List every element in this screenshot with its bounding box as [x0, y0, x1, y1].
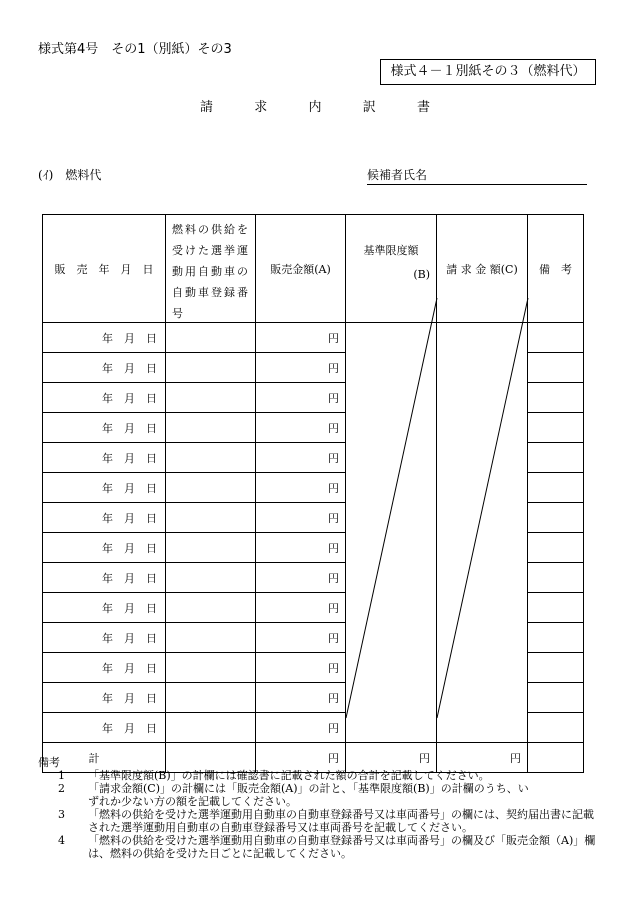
date-placeholder: 年 月 日: [102, 421, 157, 435]
note-text: 「燃料の供給を受けた選挙運動用自動車の自動車登録番号又は車両番号」の欄及び「販売金額（A)」欄は、燃料の供給を受けた日ごとに記載してください。: [88, 834, 596, 860]
date-placeholder: 年 月 日: [102, 511, 157, 525]
yen-unit: 円: [328, 361, 339, 375]
yen-unit: 円: [328, 481, 339, 495]
limit-amount-line2: (B): [413, 268, 430, 281]
date-placeholder: 年 月 日: [102, 541, 157, 555]
yen-unit: 円: [328, 451, 339, 465]
title-char: 求: [254, 100, 268, 115]
yen-unit: 円: [328, 571, 339, 585]
form-number: 様式第4号 その1（別紙）その3: [38, 42, 232, 57]
title-char: 請: [200, 100, 214, 115]
date-placeholder: 年 月 日: [102, 571, 157, 585]
header-claim-amount: 請 求 金 額(C): [437, 215, 528, 323]
note-number: 4: [58, 834, 65, 847]
yen-unit: 円: [419, 751, 430, 765]
claim-diagonal: [437, 298, 528, 718]
notes-heading: 備考: [38, 756, 60, 769]
yen-unit: 円: [328, 661, 339, 675]
yen-unit: 円: [328, 631, 339, 645]
date-placeholder: 年 月 日: [102, 691, 157, 705]
limit-amount-line1: 基準限度額: [363, 244, 419, 257]
note-text: 「基準限度額(B)」の計欄には確認書に記載された額の合計を記載してください。: [88, 769, 490, 782]
note-item: [38, 769, 598, 782]
note-number: 2: [58, 782, 65, 795]
yen-unit: 円: [328, 391, 339, 405]
yen-unit: 円: [328, 541, 339, 555]
form-type-box: 様式４－１別紙その３（燃料代）: [380, 59, 596, 85]
date-placeholder: 年 月 日: [102, 631, 157, 645]
notes-section: [38, 756, 598, 860]
date-placeholder: 年 月 日: [102, 451, 157, 465]
header-remarks: 備 考: [528, 215, 584, 323]
note-item: [38, 782, 598, 808]
total-label: 計: [43, 743, 166, 773]
header-sale-amount: 販売金額(A): [256, 215, 346, 323]
note-number: 3: [58, 808, 65, 821]
yen-unit: 円: [510, 751, 521, 765]
date-placeholder: 年 月 日: [102, 601, 157, 615]
note-item: [38, 834, 598, 860]
date-placeholder: 年 月 日: [102, 361, 157, 375]
date-placeholder: 年 月 日: [102, 661, 157, 675]
yen-unit: 円: [328, 511, 339, 525]
limit-diagonal: [346, 298, 437, 718]
note-item: [38, 808, 598, 834]
note-text: 「燃料の供給を受けた選挙運動用自動車の自動車登録番号又は車両番号」の欄には、契約届出書に記載された選挙運動用自動車の自動車登録番号又は車両番号を記載してください。: [88, 808, 594, 834]
date-placeholder: 年 月 日: [102, 391, 157, 405]
yen-unit: 円: [328, 331, 339, 345]
yen-unit: 円: [328, 691, 339, 705]
date-placeholder: 年 月 日: [102, 331, 157, 345]
candidate-name-label: 候補者氏名: [367, 168, 428, 182]
date-placeholder: 年 月 日: [102, 481, 157, 495]
title-char: 訳: [362, 100, 376, 115]
note-number: 1: [58, 769, 65, 782]
yen-unit: 円: [328, 751, 339, 765]
fuel-vehicle-text: 燃料の供給を受けた選挙運動用自動車の自動車登録番号: [172, 223, 250, 320]
title-char: 内: [308, 100, 322, 115]
date-placeholder: 年 月 日: [102, 721, 157, 735]
note-text: 「請求金額(C)」の計欄には「販売金額(A)」の計と、「基準限度額(B)」の計欄のうち、い ずれか少ない方の額を記載してください。: [88, 782, 529, 808]
yen-unit: 円: [328, 601, 339, 615]
yen-unit: 円: [328, 721, 339, 735]
title-char: 書: [416, 100, 430, 115]
header-sale-date: 販 売 年 月 日: [43, 215, 166, 323]
yen-unit: 円: [328, 421, 339, 435]
section-label: (ｲ) 燃料代: [38, 168, 102, 182]
